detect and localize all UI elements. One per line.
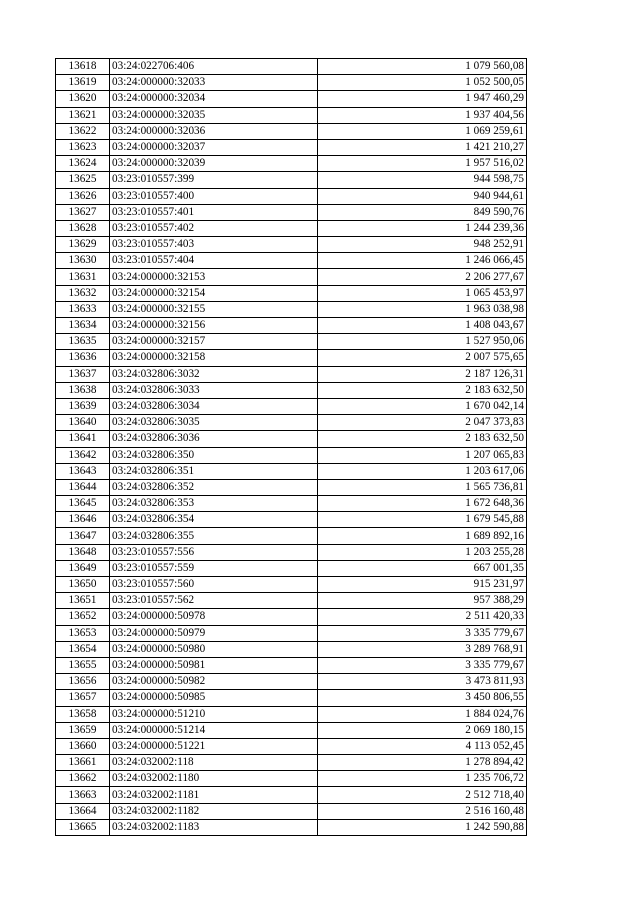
cadastral-value-cell: 1 079 560,08 xyxy=(318,59,527,75)
table-row xyxy=(56,107,527,123)
row-number-cell: 13649 xyxy=(56,560,110,576)
cadastral-number-cell: 03:24:032806:3033 xyxy=(110,382,318,398)
cadastral-value-cell: 2 183 632,50 xyxy=(318,382,527,398)
row-number-cell: 13623 xyxy=(56,139,110,155)
cadastral-value-cell: 1 052 500,05 xyxy=(318,75,527,91)
row-number-cell: 13635 xyxy=(56,334,110,350)
cadastral-value-cell: 1 527 950,06 xyxy=(318,334,527,350)
cadastral-value-cell: 1 937 404,56 xyxy=(318,107,527,123)
cadastral-value-cell: 2 069 180,15 xyxy=(318,722,527,738)
cadastral-number-cell: 03:24:032002:1183 xyxy=(110,819,318,835)
row-number-cell: 13655 xyxy=(56,657,110,673)
table-row xyxy=(56,269,527,285)
cadastral-number-cell: 03:24:032806:352 xyxy=(110,479,318,495)
table-row xyxy=(56,496,527,512)
cadastral-value-cell: 1 235 706,72 xyxy=(318,771,527,787)
table-row xyxy=(56,657,527,673)
row-number-cell: 13629 xyxy=(56,237,110,253)
table-row xyxy=(56,431,527,447)
table-row xyxy=(56,674,527,690)
cadastral-number-cell: 03:24:000000:50978 xyxy=(110,609,318,625)
cadastral-number-cell: 03:24:000000:32155 xyxy=(110,301,318,317)
cadastral-number-cell: 03:24:000000:32153 xyxy=(110,269,318,285)
cadastral-value-cell: 3 450 806,55 xyxy=(318,690,527,706)
row-number-cell: 13627 xyxy=(56,204,110,220)
table-row xyxy=(56,803,527,819)
table-row xyxy=(56,593,527,609)
row-number-cell: 13654 xyxy=(56,641,110,657)
cadastral-number-cell: 03:24:032806:3032 xyxy=(110,366,318,382)
table-row xyxy=(56,544,527,560)
table-row xyxy=(56,447,527,463)
table-row xyxy=(56,755,527,771)
row-number-cell: 13630 xyxy=(56,253,110,269)
row-number-cell: 13660 xyxy=(56,738,110,754)
cadastral-number-cell: 03:24:032806:3034 xyxy=(110,398,318,414)
cadastral-value-cell: 2 007 575,65 xyxy=(318,350,527,366)
row-number-cell: 13624 xyxy=(56,156,110,172)
cadastral-value-cell: 1 408 043,67 xyxy=(318,318,527,334)
cadastral-value-cell: 1 565 736,81 xyxy=(318,479,527,495)
cadastral-value-cell: 1 207 065,83 xyxy=(318,447,527,463)
row-number-cell: 13628 xyxy=(56,220,110,236)
table-row xyxy=(56,398,527,414)
table-row xyxy=(56,334,527,350)
cadastral-number-cell: 03:24:032002:118 xyxy=(110,755,318,771)
cadastral-number-cell: 03:23:010557:401 xyxy=(110,204,318,220)
cadastral-number-cell: 03:24:032806:354 xyxy=(110,512,318,528)
cadastral-value-cell: 957 388,29 xyxy=(318,593,527,609)
cadastral-value-cell: 1 244 239,36 xyxy=(318,220,527,236)
row-number-cell: 13638 xyxy=(56,382,110,398)
cadastral-value-cell: 1 957 516,02 xyxy=(318,156,527,172)
cadastral-number-cell: 03:24:032806:350 xyxy=(110,447,318,463)
table-row xyxy=(56,625,527,641)
cadastral-number-cell: 03:24:032002:1182 xyxy=(110,803,318,819)
cadastral-number-cell: 03:23:010557:402 xyxy=(110,220,318,236)
cadastral-value-cell: 2 047 373,83 xyxy=(318,415,527,431)
table-row xyxy=(56,479,527,495)
cadastral-number-cell: 03:24:032806:355 xyxy=(110,528,318,544)
cadastral-number-cell: 03:24:000000:50980 xyxy=(110,641,318,657)
table-row xyxy=(56,285,527,301)
table-body xyxy=(56,59,527,836)
row-number-cell: 13644 xyxy=(56,479,110,495)
cadastral-number-cell: 03:24:000000:32157 xyxy=(110,334,318,350)
table-row xyxy=(56,738,527,754)
cadastral-value-cell: 1 963 038,98 xyxy=(318,301,527,317)
row-number-cell: 13639 xyxy=(56,398,110,414)
cadastral-number-cell: 03:24:000000:32154 xyxy=(110,285,318,301)
row-number-cell: 13636 xyxy=(56,350,110,366)
cadastral-number-cell: 03:24:032806:351 xyxy=(110,463,318,479)
cadastral-number-cell: 03:24:000000:32035 xyxy=(110,107,318,123)
cadastral-number-cell: 03:24:000000:51214 xyxy=(110,722,318,738)
cadastral-number-cell: 03:24:000000:50981 xyxy=(110,657,318,673)
cadastral-number-cell: 03:24:032002:1180 xyxy=(110,771,318,787)
table-row xyxy=(56,609,527,625)
cadastral-value-cell: 2 187 126,31 xyxy=(318,366,527,382)
table-row xyxy=(56,819,527,835)
row-number-cell: 13664 xyxy=(56,803,110,819)
table-row xyxy=(56,690,527,706)
row-number-cell: 13646 xyxy=(56,512,110,528)
table-row xyxy=(56,641,527,657)
cadastral-value-cell: 3 335 779,67 xyxy=(318,657,527,673)
row-number-cell: 13642 xyxy=(56,447,110,463)
row-number-cell: 13621 xyxy=(56,107,110,123)
cadastral-number-cell: 03:24:000000:32156 xyxy=(110,318,318,334)
cadastral-number-cell: 03:24:000000:32037 xyxy=(110,139,318,155)
cadastral-value-cell: 1 065 453,97 xyxy=(318,285,527,301)
cadastral-value-cell: 1 884 024,76 xyxy=(318,706,527,722)
row-number-cell: 13619 xyxy=(56,75,110,91)
row-number-cell: 13656 xyxy=(56,674,110,690)
row-number-cell: 13625 xyxy=(56,172,110,188)
cadastral-value-cell: 2 516 160,48 xyxy=(318,803,527,819)
cadastral-number-cell: 03:24:000000:51221 xyxy=(110,738,318,754)
table-row xyxy=(56,787,527,803)
cadastral-number-cell: 03:24:032002:1181 xyxy=(110,787,318,803)
cadastral-number-cell: 03:24:000000:32039 xyxy=(110,156,318,172)
table-row xyxy=(56,706,527,722)
cadastral-value-cell: 1 947 460,29 xyxy=(318,91,527,107)
row-number-cell: 13637 xyxy=(56,366,110,382)
table-row xyxy=(56,253,527,269)
cadastral-value-cell: 3 289 768,91 xyxy=(318,641,527,657)
table-row xyxy=(56,204,527,220)
cadastral-value-cell: 1 246 066,45 xyxy=(318,253,527,269)
row-number-cell: 13663 xyxy=(56,787,110,803)
cadastral-value-cell: 3 473 811,93 xyxy=(318,674,527,690)
row-number-cell: 13618 xyxy=(56,59,110,75)
cadastral-value-cell: 944 598,75 xyxy=(318,172,527,188)
row-number-cell: 13643 xyxy=(56,463,110,479)
cadastral-value-cell: 1 242 590,88 xyxy=(318,819,527,835)
row-number-cell: 13626 xyxy=(56,188,110,204)
cadastral-number-cell: 03:24:000000:32158 xyxy=(110,350,318,366)
cadastral-value-cell: 849 590,76 xyxy=(318,204,527,220)
table-row xyxy=(56,123,527,139)
row-number-cell: 13620 xyxy=(56,91,110,107)
row-number-cell: 13661 xyxy=(56,755,110,771)
cadastral-number-cell: 03:24:022706:406 xyxy=(110,59,318,75)
table-row xyxy=(56,722,527,738)
table-row xyxy=(56,463,527,479)
row-number-cell: 13645 xyxy=(56,496,110,512)
cadastral-number-cell: 03:24:000000:32036 xyxy=(110,123,318,139)
cadastral-number-cell: 03:23:010557:400 xyxy=(110,188,318,204)
row-number-cell: 13657 xyxy=(56,690,110,706)
table-row xyxy=(56,59,527,75)
cadastral-number-cell: 03:23:010557:399 xyxy=(110,172,318,188)
cadastral-value-table xyxy=(55,58,527,836)
cadastral-number-cell: 03:24:032806:353 xyxy=(110,496,318,512)
cadastral-value-cell: 2 206 277,67 xyxy=(318,269,527,285)
table-row xyxy=(56,771,527,787)
cadastral-value-cell: 2 511 420,33 xyxy=(318,609,527,625)
cadastral-value-cell: 1 203 255,28 xyxy=(318,544,527,560)
cadastral-number-cell: 03:23:010557:560 xyxy=(110,577,318,593)
cadastral-number-cell: 03:24:000000:32033 xyxy=(110,75,318,91)
row-number-cell: 13622 xyxy=(56,123,110,139)
cadastral-number-cell: 03:24:000000:32034 xyxy=(110,91,318,107)
row-number-cell: 13665 xyxy=(56,819,110,835)
row-number-cell: 13650 xyxy=(56,577,110,593)
cadastral-number-cell: 03:24:032806:3035 xyxy=(110,415,318,431)
cadastral-number-cell: 03:23:010557:556 xyxy=(110,544,318,560)
row-number-cell: 13659 xyxy=(56,722,110,738)
cadastral-number-cell: 03:24:000000:50982 xyxy=(110,674,318,690)
table-row xyxy=(56,188,527,204)
table-row xyxy=(56,237,527,253)
cadastral-value-cell: 2 512 718,40 xyxy=(318,787,527,803)
row-number-cell: 13641 xyxy=(56,431,110,447)
cadastral-value-cell: 915 231,97 xyxy=(318,577,527,593)
table-row xyxy=(56,350,527,366)
cadastral-value-cell: 940 944,61 xyxy=(318,188,527,204)
cadastral-value-cell: 1 278 894,42 xyxy=(318,755,527,771)
cadastral-value-cell: 1 672 648,36 xyxy=(318,496,527,512)
table-row xyxy=(56,156,527,172)
row-number-cell: 13648 xyxy=(56,544,110,560)
row-number-cell: 13633 xyxy=(56,301,110,317)
cadastral-number-cell: 03:23:010557:404 xyxy=(110,253,318,269)
row-number-cell: 13651 xyxy=(56,593,110,609)
row-number-cell: 13653 xyxy=(56,625,110,641)
table-row xyxy=(56,382,527,398)
table-row xyxy=(56,366,527,382)
table-row xyxy=(56,172,527,188)
row-number-cell: 13662 xyxy=(56,771,110,787)
cadastral-number-cell: 03:23:010557:403 xyxy=(110,237,318,253)
row-number-cell: 13640 xyxy=(56,415,110,431)
table-row xyxy=(56,415,527,431)
row-number-cell: 13652 xyxy=(56,609,110,625)
cadastral-number-cell: 03:24:032806:3036 xyxy=(110,431,318,447)
cadastral-value-cell: 1 203 617,06 xyxy=(318,463,527,479)
cadastral-value-cell: 667 001,35 xyxy=(318,560,527,576)
cadastral-number-cell: 03:23:010557:562 xyxy=(110,593,318,609)
cadastral-value-cell: 4 113 052,45 xyxy=(318,738,527,754)
cadastral-value-cell: 2 183 632,50 xyxy=(318,431,527,447)
table-row xyxy=(56,220,527,236)
cadastral-number-cell: 03:24:000000:51210 xyxy=(110,706,318,722)
table-row xyxy=(56,75,527,91)
cadastral-value-cell: 1 679 545,88 xyxy=(318,512,527,528)
row-number-cell: 13647 xyxy=(56,528,110,544)
cadastral-number-cell: 03:23:010557:559 xyxy=(110,560,318,576)
cadastral-value-cell: 948 252,91 xyxy=(318,237,527,253)
table-row xyxy=(56,528,527,544)
table-row xyxy=(56,560,527,576)
row-number-cell: 13632 xyxy=(56,285,110,301)
table-row xyxy=(56,139,527,155)
table-row xyxy=(56,512,527,528)
row-number-cell: 13634 xyxy=(56,318,110,334)
cadastral-number-cell: 03:24:000000:50979 xyxy=(110,625,318,641)
table-row xyxy=(56,301,527,317)
cadastral-value-cell: 3 335 779,67 xyxy=(318,625,527,641)
table-row xyxy=(56,91,527,107)
cadastral-number-cell: 03:24:000000:50985 xyxy=(110,690,318,706)
row-number-cell: 13658 xyxy=(56,706,110,722)
cadastral-value-cell: 1 670 042,14 xyxy=(318,398,527,414)
cadastral-value-cell: 1 069 259,61 xyxy=(318,123,527,139)
row-number-cell: 13631 xyxy=(56,269,110,285)
table-row xyxy=(56,318,527,334)
cadastral-value-cell: 1 421 210,27 xyxy=(318,139,527,155)
cadastral-value-cell: 1 689 892,16 xyxy=(318,528,527,544)
table-row xyxy=(56,577,527,593)
